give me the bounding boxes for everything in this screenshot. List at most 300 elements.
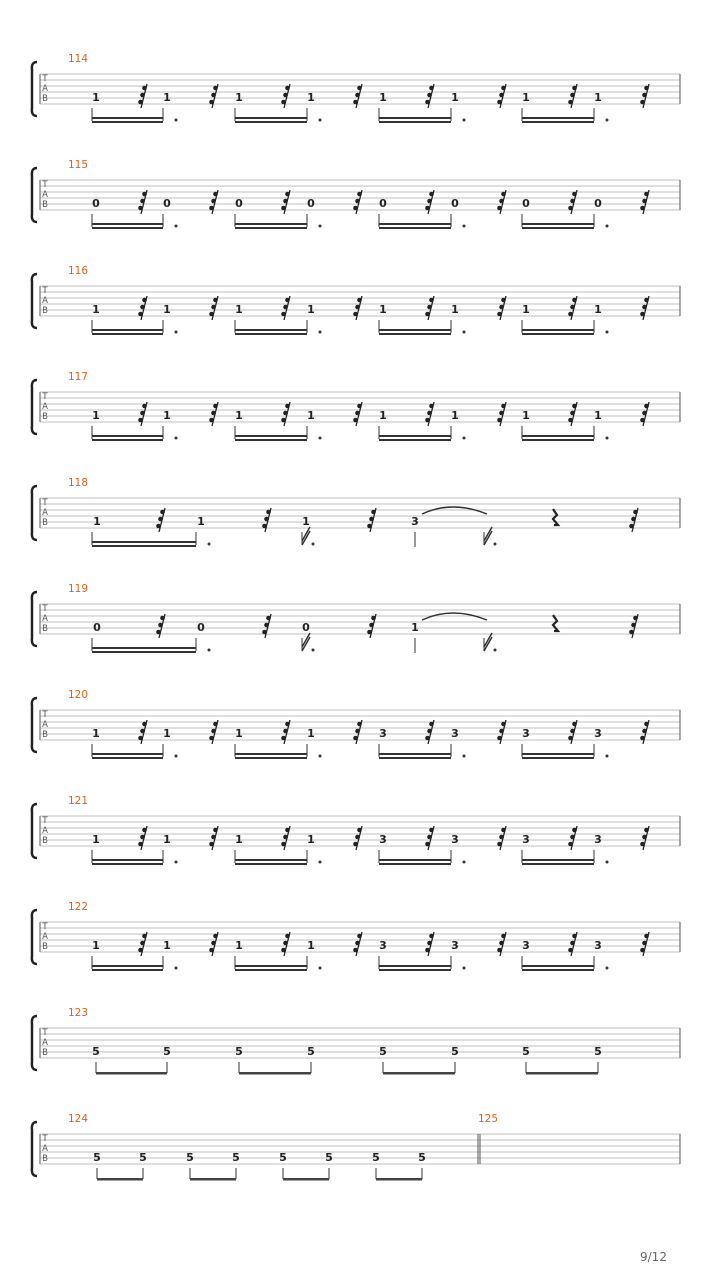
dot: [606, 119, 609, 122]
beam: [379, 333, 451, 335]
sixteenth-rest: [568, 826, 577, 850]
sixteenth-rest: [281, 932, 290, 956]
fret-number: 1: [307, 833, 315, 846]
tab-clef-letter: B: [42, 836, 48, 846]
rest-flag-dot: [568, 418, 573, 423]
rest-flag-dot: [640, 948, 645, 953]
rest-flag-dot: [213, 298, 218, 303]
rest-flag-dot: [640, 312, 645, 317]
rest-flag-dot: [213, 828, 218, 833]
rest-flag-dot: [642, 941, 647, 946]
fret-number: 1: [307, 727, 315, 740]
rest-flag-dot: [427, 729, 432, 734]
beam: [92, 121, 163, 123]
tab-clef-letter: T: [42, 1028, 48, 1038]
rest-flag-dot: [353, 736, 358, 741]
sixteenth-rest: [138, 190, 147, 214]
measure-number: 118: [68, 477, 89, 489]
rest-flag-dot: [140, 93, 145, 98]
measure-number: 122: [68, 901, 89, 913]
rest-flag-dot: [353, 418, 358, 423]
rest-flag-dot: [357, 722, 362, 727]
rest-flag-dot: [367, 630, 372, 635]
rest-flag-dot: [209, 312, 214, 317]
dot: [175, 755, 178, 758]
sixteenth-rest: [138, 826, 147, 850]
rest-flag-dot: [211, 305, 216, 310]
sixteenth-rest: [138, 402, 147, 426]
rest-flag-dot: [572, 192, 577, 197]
sixteenth-rest: [353, 296, 362, 320]
beam: [235, 117, 307, 119]
rest-flag-dot: [429, 192, 434, 197]
rest-flag-dot: [357, 404, 362, 409]
sixteenth-rest: [353, 84, 362, 108]
dot: [175, 119, 178, 122]
fret-number: 0: [93, 621, 101, 634]
beam: [235, 223, 307, 225]
rest-flag-dot: [209, 100, 214, 105]
beam: [96, 1072, 167, 1075]
rest-flag-dot: [570, 93, 575, 98]
sixteenth-rest: [568, 84, 577, 108]
rest-flag-dot: [427, 305, 432, 310]
fret-number: 1: [163, 939, 171, 952]
beam: [235, 333, 307, 335]
rest-flag-dot: [427, 411, 432, 416]
sixteenth-rest: [497, 932, 506, 956]
dot: [175, 331, 178, 334]
dot: [208, 543, 211, 546]
rest-flag-dot: [497, 312, 502, 317]
sixteenth-rest: [262, 508, 271, 532]
rest-flag-dot: [285, 722, 290, 727]
beam: [522, 333, 594, 335]
sixteenth-rest: [138, 720, 147, 744]
beam: [239, 1072, 311, 1075]
rest-flag-dot: [357, 192, 362, 197]
fret-number: 1: [379, 409, 387, 422]
rest-flag-dot: [369, 623, 374, 628]
beam: [522, 329, 594, 331]
fret-number: 1: [235, 91, 243, 104]
beam: [235, 121, 307, 123]
fret-number: 5: [186, 1151, 194, 1164]
rest-flag-dot: [497, 736, 502, 741]
sixteenth-rest: [568, 720, 577, 744]
tab-clef-letter: A: [42, 402, 48, 412]
rest-flag-dot: [138, 418, 143, 423]
beam: [92, 333, 163, 335]
rest-flag-dot: [357, 828, 362, 833]
beam: [235, 753, 307, 755]
rest-flag-dot: [572, 722, 577, 727]
rest-flag-dot: [138, 206, 143, 211]
sixteenth-rest: [209, 932, 218, 956]
rest-flag-dot: [425, 948, 430, 953]
rest-flag-dot: [142, 86, 147, 91]
fret-number: 1: [92, 91, 100, 104]
fret-number: 1: [235, 939, 243, 952]
dot: [208, 649, 211, 652]
beam: [92, 117, 163, 119]
rest-flag-dot: [281, 100, 286, 105]
fret-number: 5: [139, 1151, 147, 1164]
fret-number: 0: [594, 197, 602, 210]
sixteenth-rest: [209, 826, 218, 850]
beam: [92, 651, 196, 653]
system-bracket: [32, 592, 37, 646]
rest-flag-dot: [570, 941, 575, 946]
rest-flag-dot: [497, 206, 502, 211]
system-bracket: [32, 62, 37, 116]
rest-flag-dot: [264, 517, 269, 522]
rest-flag-dot: [425, 100, 430, 105]
beam: [235, 227, 307, 229]
sixteenth-rest: [640, 826, 649, 850]
rest-flag-dot: [211, 835, 216, 840]
rest-flag-dot: [283, 729, 288, 734]
rest-flag-dot: [283, 835, 288, 840]
beam: [379, 965, 451, 967]
beam: [383, 1072, 455, 1075]
beam: [522, 863, 594, 865]
beam: [235, 757, 307, 759]
beam: [379, 227, 451, 229]
rest-flag-dot: [427, 835, 432, 840]
rest-flag-dot: [425, 736, 430, 741]
dot: [319, 331, 322, 334]
fret-number: 1: [379, 303, 387, 316]
tab-clef-letter: A: [42, 84, 48, 94]
tab-clef-letter: A: [42, 1038, 48, 1048]
tab-clef-letter: T: [42, 180, 48, 190]
beam: [92, 969, 163, 971]
sixteenth-rest: [281, 720, 290, 744]
rest-flag-dot: [572, 404, 577, 409]
tab-clef-letter: B: [42, 200, 48, 210]
beam: [92, 863, 163, 865]
fret-number: 1: [235, 303, 243, 316]
sixteenth-rest: [640, 190, 649, 214]
fret-number: 3: [594, 833, 602, 846]
tab-clef-letter: T: [42, 710, 48, 720]
rest-flag-dot: [572, 298, 577, 303]
dot: [319, 755, 322, 758]
tab-clef-letter: B: [42, 730, 48, 740]
dot: [494, 649, 497, 652]
rest-flag-dot: [355, 199, 360, 204]
tab-clef-letter: B: [42, 1048, 48, 1058]
sixteenth-rest: [629, 614, 638, 638]
sixteenth-rest: [156, 508, 165, 532]
beam: [522, 121, 594, 123]
rest-flag-dot: [353, 842, 358, 847]
tab-clef-letter: T: [42, 922, 48, 932]
rest-flag-dot: [425, 842, 430, 847]
rest-flag-dot: [211, 199, 216, 204]
rest-flag-dot: [642, 93, 647, 98]
rest-flag-dot: [355, 305, 360, 310]
rest-flag-dot: [572, 86, 577, 91]
sixteenth-rest: [497, 84, 506, 108]
fret-number: 0: [163, 197, 171, 210]
rest-flag-dot: [497, 418, 502, 423]
measure-number: 120: [68, 689, 89, 701]
sixteenth-rest: [281, 296, 290, 320]
rest-flag-dot: [497, 948, 502, 953]
beam: [379, 329, 451, 331]
sixteenth-rest: [209, 402, 218, 426]
rest-flag-dot: [281, 206, 286, 211]
rest-flag-dot: [262, 524, 267, 529]
dot: [312, 649, 315, 652]
tab-clef-letter: B: [42, 412, 48, 422]
sixteenth-rest: [209, 296, 218, 320]
dot: [463, 755, 466, 758]
rest-flag-dot: [285, 86, 290, 91]
rest-flag-dot: [283, 199, 288, 204]
rest-flag-dot: [499, 729, 504, 734]
fret-number: 3: [379, 727, 387, 740]
rest-flag-dot: [642, 305, 647, 310]
tab-clef-letter: A: [42, 190, 48, 200]
dot: [606, 437, 609, 440]
fret-number: 1: [163, 833, 171, 846]
rest-flag-dot: [644, 722, 649, 727]
rest-flag-dot: [501, 404, 506, 409]
fret-number: 1: [235, 833, 243, 846]
rest-flag-dot: [283, 941, 288, 946]
fret-number: 3: [522, 939, 530, 952]
beam: [522, 117, 594, 119]
beam: [235, 435, 307, 437]
sixteenth-rest: [262, 614, 271, 638]
measure-number: 117: [68, 371, 89, 383]
system-bracket: [32, 910, 37, 964]
beam: [522, 965, 594, 967]
rest-flag-dot: [213, 722, 218, 727]
fret-number: 1: [307, 91, 315, 104]
rest-flag-dot: [140, 199, 145, 204]
rest-flag-dot: [501, 828, 506, 833]
fret-number: 5: [522, 1045, 530, 1058]
beam: [235, 329, 307, 331]
dot: [319, 437, 322, 440]
fret-number: 1: [197, 515, 205, 528]
rest-flag-dot: [572, 828, 577, 833]
tab-clef-letter: A: [42, 614, 48, 624]
dot: [175, 437, 178, 440]
fret-number: 1: [163, 409, 171, 422]
rest-flag-dot: [209, 206, 214, 211]
fret-number: 5: [379, 1045, 387, 1058]
fret-number: 3: [411, 515, 419, 528]
sixteenth-rest: [425, 826, 434, 850]
dot: [606, 755, 609, 758]
note-flag: [484, 633, 492, 651]
fret-number: 3: [522, 727, 530, 740]
fret-number: 1: [163, 91, 171, 104]
rest-flag-dot: [285, 298, 290, 303]
rest-flag-dot: [140, 411, 145, 416]
beam: [379, 435, 451, 437]
beam: [522, 227, 594, 229]
beam: [379, 223, 451, 225]
rest-flag-dot: [156, 524, 161, 529]
rest-flag-dot: [501, 722, 506, 727]
rest-flag-dot: [357, 86, 362, 91]
beam: [92, 757, 163, 759]
sixteenth-rest: [568, 190, 577, 214]
rest-flag-dot: [213, 192, 218, 197]
rest-flag-dot: [140, 305, 145, 310]
rest-flag-dot: [138, 842, 143, 847]
measure-number: 115: [68, 159, 89, 171]
tab-system: [32, 265, 680, 335]
rest-flag-dot: [209, 736, 214, 741]
rest-flag-dot: [640, 842, 645, 847]
tab-system: [32, 477, 680, 547]
fret-number: 1: [594, 409, 602, 422]
beam: [235, 439, 307, 441]
sixteenth-rest: [138, 932, 147, 956]
rest-flag-dot: [642, 835, 647, 840]
beam: [92, 223, 163, 225]
fret-number: 1: [92, 303, 100, 316]
tab-system: [32, 1113, 680, 1181]
rest-flag-dot: [264, 623, 269, 628]
rest-flag-dot: [644, 404, 649, 409]
fret-number: 1: [302, 515, 310, 528]
beam: [92, 435, 163, 437]
tab-clef-letter: T: [42, 392, 48, 402]
fret-number: 1: [594, 91, 602, 104]
rest-flag-dot: [644, 298, 649, 303]
sixteenth-rest: [281, 402, 290, 426]
dot: [606, 225, 609, 228]
rest-flag-dot: [138, 736, 143, 741]
fret-number: 5: [279, 1151, 287, 1164]
fret-number: 1: [307, 409, 315, 422]
rest-flag-dot: [499, 941, 504, 946]
rest-flag-dot: [156, 630, 161, 635]
rest-flag-dot: [353, 206, 358, 211]
rest-flag-dot: [283, 411, 288, 416]
beam: [190, 1178, 236, 1181]
rest-flag-dot: [640, 100, 645, 105]
fret-number: 1: [379, 91, 387, 104]
rest-flag-dot: [568, 312, 573, 317]
rest-flag-dot: [427, 93, 432, 98]
fret-number: 5: [163, 1045, 171, 1058]
sixteenth-rest: [640, 720, 649, 744]
fret-number: 3: [594, 727, 602, 740]
tab-system: [32, 901, 680, 971]
rest-flag-dot: [266, 616, 271, 621]
sixteenth-rest: [497, 720, 506, 744]
tie: [422, 507, 487, 514]
rest-flag-dot: [568, 842, 573, 847]
rest-flag-dot: [285, 934, 290, 939]
sixteenth-rest: [138, 296, 147, 320]
sixteenth-rest: [425, 402, 434, 426]
rest-flag-dot: [142, 192, 147, 197]
tab-clef-letter: A: [42, 508, 48, 518]
rest-flag-dot: [568, 206, 573, 211]
rest-flag-dot: [371, 616, 376, 621]
sixteenth-rest: [640, 84, 649, 108]
rest-flag-dot: [355, 729, 360, 734]
sixteenth-rest: [367, 508, 376, 532]
rest-flag-dot: [644, 934, 649, 939]
beam: [92, 541, 196, 543]
rest-flag-dot: [140, 941, 145, 946]
rest-flag-dot: [644, 828, 649, 833]
fret-number: 1: [307, 303, 315, 316]
rest-flag-dot: [211, 93, 216, 98]
dot: [175, 225, 178, 228]
beam: [283, 1178, 329, 1181]
fret-number: 3: [522, 833, 530, 846]
rest-flag-dot: [568, 100, 573, 105]
rest-flag-dot: [429, 404, 434, 409]
fret-number: 1: [451, 91, 459, 104]
note-flag: [484, 527, 492, 545]
fret-number: 0: [302, 621, 310, 634]
beam: [92, 647, 196, 649]
fret-number: 1: [411, 621, 419, 634]
system-bracket: [32, 1122, 37, 1176]
dot: [319, 967, 322, 970]
tab-clef-letter: A: [42, 720, 48, 730]
measure-number: 125: [478, 1113, 499, 1125]
sixteenth-rest: [629, 508, 638, 532]
fret-number: 0: [235, 197, 243, 210]
sixteenth-rest: [353, 720, 362, 744]
rest-flag-dot: [283, 305, 288, 310]
rest-flag-dot: [158, 517, 163, 522]
rest-flag-dot: [497, 100, 502, 105]
measure-number: 119: [68, 583, 89, 595]
fret-number: 5: [92, 1045, 100, 1058]
rest-flag-dot: [367, 524, 372, 529]
rest-flag-dot: [570, 305, 575, 310]
fret-number: 0: [451, 197, 459, 210]
rest-flag-dot: [142, 828, 147, 833]
sixteenth-rest: [209, 190, 218, 214]
system-bracket: [32, 804, 37, 858]
rest-flag-dot: [285, 404, 290, 409]
page-number: 9/12: [640, 1250, 667, 1264]
rest-flag-dot: [633, 616, 638, 621]
rest-flag-dot: [499, 411, 504, 416]
fret-number: 3: [379, 939, 387, 952]
tie: [422, 613, 487, 620]
fret-number: 0: [522, 197, 530, 210]
rest-flag-dot: [570, 199, 575, 204]
fret-number: 5: [451, 1045, 459, 1058]
rest-flag-dot: [640, 736, 645, 741]
beam: [522, 969, 594, 971]
fret-number: 1: [92, 727, 100, 740]
fret-number: 1: [235, 727, 243, 740]
sixteenth-rest: [425, 190, 434, 214]
tab-clef-letter: T: [42, 816, 48, 826]
rest-flag-dot: [142, 934, 147, 939]
rest-flag-dot: [209, 842, 214, 847]
fret-number: 3: [451, 833, 459, 846]
